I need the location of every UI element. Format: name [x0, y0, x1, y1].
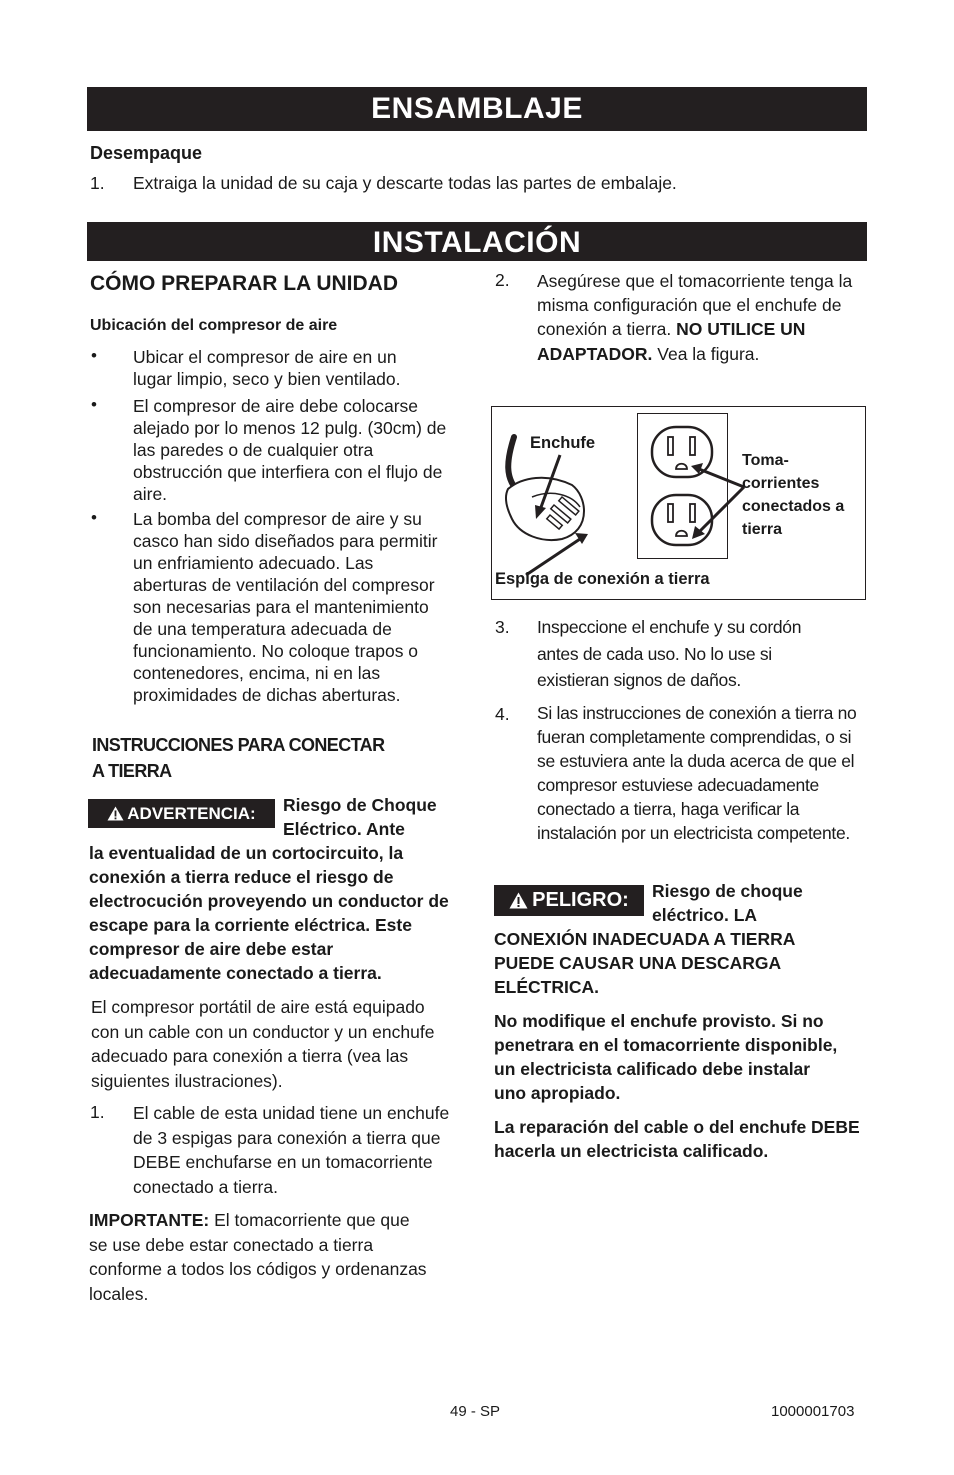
danger-label-text: PELIGRO: — [532, 889, 629, 911]
prong-label: Espiga de conexión a tierra — [495, 570, 710, 588]
step-text-2-tail: Vea la figura. — [657, 343, 760, 364]
danger-triangle-icon — [509, 892, 528, 909]
warning-label — [88, 799, 275, 828]
step-number-4: 4. — [495, 704, 510, 724]
important-text: El tomacorriente que que se use debe estar conectado a tierra conforme a todos los códigos y ordenanzas locales. — [89, 1210, 427, 1304]
warning-continuation: la eventualidad de un cortocircuito, la conexión a tierra reduce el riesgo de electrocución proveyendo un conductor de escape para la corriente eléctrica. Este compresor de aire debe estar adecuadamente conectado a tierra. — [89, 843, 449, 983]
ground-heading-line2: A TIERRA — [92, 761, 172, 781]
ground-heading — [92, 732, 384, 784]
page-number: 49 - SP — [450, 1403, 501, 1420]
step-text-2 — [537, 269, 859, 366]
unpack-step-text: Extraiga la unidad de su caja y descarte todas las partes de embalaje. — [133, 173, 677, 193]
bullet-text-1: Ubicar el compresor de aire en un lugar limpio, seco y bien ventilado. — [133, 347, 401, 389]
step-text-3: Inspeccione el enchufe y su cordón antes de cada uso. No lo use si existieran signos de daños. — [537, 617, 802, 690]
danger-continuation: CONEXIÓN INADECUADA A TIERRA PUEDE CAUSAR UNA DESCARGA ELÉCTRICA. — [494, 929, 795, 997]
step-text-4: Si las instrucciones de conexión a tierra no fueran completamente comprendidas, o si se estuviera ante la duda acerca de que el compresor estuviese adecuadamente conectado a tierra, haga verificar la instalación por un electricista competente. — [537, 703, 857, 843]
danger-paragraph-2: La reparación del cable o del enchufe DEBE hacerla un electricista calificado. — [494, 1117, 860, 1161]
assembly-title: ENSAMBLAJE — [87, 87, 867, 131]
danger-label — [494, 885, 644, 916]
step-text-2-main: Asegúrese que el tomacorriente tenga la misma configuración que el enchufe de conexión a tierra. — [537, 271, 853, 340]
bullet-text-2: El compresor de aire debe colocarse alejado por lo menos 12 pulg. (30cm) de las paredes o de cualquier otra obstrucción que interfiera con el flujo de aire. — [133, 396, 447, 504]
grounding-figure — [491, 406, 866, 600]
location-heading: Ubicación del compresor de aire — [90, 317, 338, 334]
important-note — [89, 1208, 429, 1306]
important-label: IMPORTANTE: — [89, 1210, 210, 1230]
warning-inline-text: Riesgo de Choque Eléctrico. Ante — [283, 795, 437, 839]
warning-triangle-icon — [107, 806, 124, 821]
danger-paragraph-1: No modifique el enchufe provisto. Si no penetrara en el tomacorriente disponible, un electricista calificado debe instalar uno apropiado. — [494, 1011, 838, 1103]
plug-label: Enchufe — [530, 434, 596, 452]
warning-label-text: ADVERTENCIA: — [127, 803, 256, 823]
step-number-3: 3. — [495, 617, 510, 637]
document-number: 1000001703 — [771, 1403, 855, 1420]
bullet-marker: • — [91, 346, 97, 365]
bullet-marker: • — [91, 508, 97, 527]
bullet-marker: • — [91, 395, 97, 414]
step-text-2-bold: NO UTILICE UN ADAPTADOR. — [537, 319, 806, 364]
outlet-label: Toma- corrientes conectados a tierra — [742, 452, 845, 538]
step-text-1: El cable de esta unidad tiene un enchufe de 3 espigas para conexión a tierra que DEBE enchufarse en un tomacorriente conectado a tierra. — [133, 1103, 450, 1197]
portable-text: El compresor portátil de aire está equipado con un cable con un conductor y un enchufe adecuado para conexión a tierra (vea las siguientes ilustraciones). — [91, 997, 435, 1091]
prepare-heading: CÓMO PREPARAR LA UNIDAD — [90, 272, 398, 295]
bullet-text-3: La bomba del compresor de aire y su casco han sido diseñados para permitir un enfriamiento adecuado. Las aberturas de ventilación del compresor son necesarias para el mantenimiento de una temperatura adecuada de funcionamiento. No coloque trapos o contenedores, encima, ni en las proximidades de dichas aberturas. — [133, 509, 438, 705]
step-number-2: 2. — [495, 270, 510, 290]
unpack-step-number: 1. — [90, 173, 105, 193]
danger-inline-text: Riesgo de choque eléctrico. LA — [652, 881, 803, 925]
unpack-heading: Desempaque — [90, 143, 203, 163]
step-number-1: 1. — [90, 1102, 105, 1122]
ground-heading-line1: INSTRUCCIONES PARA CONECTAR — [92, 735, 385, 755]
installation-title: INSTALACIÓN — [87, 222, 867, 261]
